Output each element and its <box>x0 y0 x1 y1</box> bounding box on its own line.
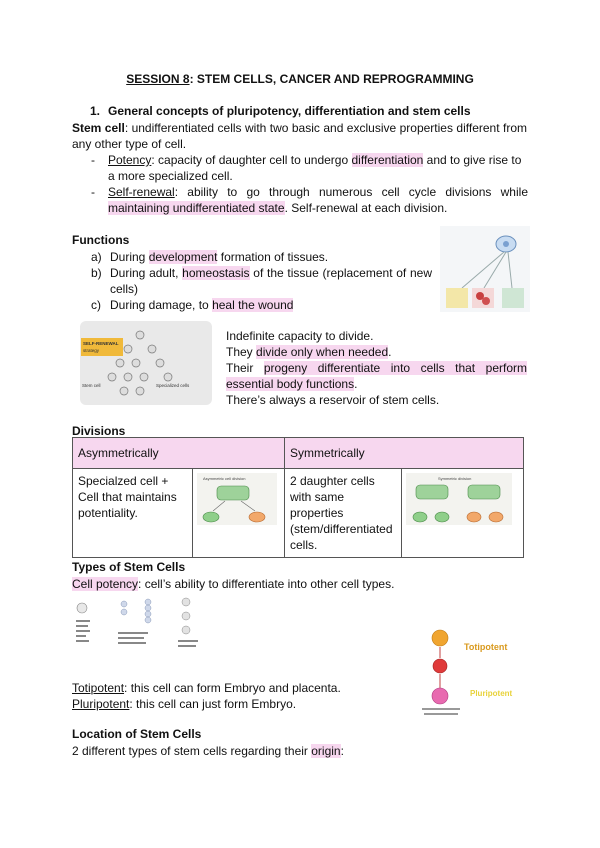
caption-line <box>76 620 90 622</box>
fig-totipotent-label: Totipotent <box>464 642 508 652</box>
potency-cell <box>145 605 151 611</box>
sym-daughter <box>489 512 503 522</box>
tree-cell <box>108 373 116 381</box>
location-hl: origin <box>311 744 341 758</box>
cell-potency-rest: : cell’s ability to differentiate into other cell types. <box>138 577 395 591</box>
tree-cell <box>140 373 148 381</box>
bullet-dash: - <box>91 153 95 167</box>
indef-l3 <box>226 360 527 392</box>
func-b-post: of the tissue (replacement of new cells) <box>110 266 433 296</box>
tree-cell <box>164 373 172 381</box>
sym-daughter <box>413 512 427 522</box>
asym-diff-daughter <box>249 512 265 522</box>
cell-potency-line <box>72 576 394 592</box>
self-renewal-label: SELF-RENEWAL <box>83 341 119 346</box>
stem-cell-def: : undifferentiated cells with two basic and exclusive properties different from any other type of cell. <box>72 121 527 151</box>
func-b-hl: homeostasis <box>182 266 250 280</box>
tree-cell <box>148 345 156 353</box>
stem-cell-definition <box>72 120 527 152</box>
fertilized-egg <box>432 630 448 646</box>
divisions-body-row <box>73 469 524 558</box>
divisions-heading: Divisions <box>72 424 126 438</box>
zygote-cell <box>77 603 87 613</box>
section1-heading: General concepts of pluripotency, differentiation and stem cells <box>108 104 471 118</box>
bullet-dash: - <box>91 185 95 199</box>
indef-l1: Indefinite capacity to divide. <box>226 329 374 343</box>
potency-cell <box>145 611 151 617</box>
tree-cell <box>124 345 132 353</box>
diff-cell <box>182 612 190 620</box>
caption-line <box>118 642 146 644</box>
title-rest: : STEM CELLS, CANCER AND REPROGRAMMING <box>189 72 474 86</box>
fig-pluripotent-label: Pluripotent <box>470 689 513 698</box>
sym-figure-title: Symmetric division <box>438 476 472 481</box>
functions-heading: Functions <box>72 233 130 247</box>
divisions-table <box>72 437 524 558</box>
asym-text: Specialzed cell + Cell that maintains potentiality. <box>73 469 193 558</box>
self-b: . Self-renewal at each division. <box>284 201 448 215</box>
potency-cell <box>145 617 151 623</box>
self-renewal-label-2: strategy <box>83 348 100 353</box>
func-c-label: c) <box>91 298 101 312</box>
diff-cell <box>182 626 190 634</box>
tree-right-label: Specialized cells <box>156 383 190 388</box>
page-title <box>0 72 600 86</box>
self-renewal-tree <box>80 321 212 405</box>
sym-parent-cell-2 <box>468 485 500 499</box>
location-heading: Location of Stem Cells <box>72 727 202 741</box>
func-c-hl: heal the wound <box>212 298 294 312</box>
func-a-hl: development <box>148 250 218 264</box>
func-c-pre: During damage, to <box>110 298 213 312</box>
caption-line <box>76 640 89 642</box>
muscle-tile <box>502 288 524 308</box>
sym-daughter <box>435 512 449 522</box>
tree-left-label: Stem cell <box>82 383 101 388</box>
caption-line <box>76 635 86 637</box>
self-a: : ability to go through numerous cell cycle divisions while <box>174 185 528 199</box>
location-text <box>72 743 344 759</box>
caption-line <box>76 630 90 632</box>
potency-cell <box>121 609 127 615</box>
sym-text: 2 daughter cells with same properties (stem/differentiated cells. <box>285 469 402 558</box>
title-session: SESSION 8 <box>126 72 190 86</box>
potency-cell <box>145 599 151 605</box>
func-a-label: a) <box>91 250 102 264</box>
func-b-pre: During adult, <box>110 266 183 280</box>
asym-stem-daughter <box>203 512 219 522</box>
indef-l3-hl: progeny differentiate into cells that perform essential body functions <box>226 361 527 391</box>
location-post: : <box>340 744 344 758</box>
tree-cell <box>156 359 164 367</box>
func-a-pre: During <box>110 250 149 264</box>
tree-cell <box>136 387 144 395</box>
totipotent-def: : this cell can form Embryo and placenta. <box>124 681 341 695</box>
section1-number: 1. <box>90 104 101 118</box>
divisions-header-row <box>73 438 524 469</box>
indef-l2-post: . <box>388 345 392 359</box>
asym-figure-title: Asymmetric cell division <box>203 476 246 481</box>
stem-cell-nucleus <box>503 241 509 247</box>
caption-line <box>118 632 148 634</box>
caption-line <box>76 625 88 627</box>
indef-l4: There’s always a reservoir of stem cells. <box>226 393 440 407</box>
blastocyst <box>432 688 448 704</box>
caption-line <box>422 708 460 710</box>
self-term: Self-renewal <box>108 185 175 199</box>
func-c <box>110 297 293 313</box>
diff-cell <box>182 598 190 606</box>
pluripotent-line <box>72 696 296 712</box>
indef-l2 <box>226 344 391 360</box>
potency-hl: differentiation <box>351 153 424 167</box>
functions-figure <box>440 226 530 312</box>
caption-line <box>178 645 196 647</box>
asym-figure <box>197 473 277 525</box>
indef-l3-post: . <box>354 377 358 391</box>
cell-potency-hl: Cell potency <box>72 577 139 591</box>
blood-cell <box>482 297 490 305</box>
indef-l2-pre: They <box>226 345 257 359</box>
sym-header: Symmetrically <box>285 438 524 469</box>
tree-cell <box>124 373 132 381</box>
func-a <box>110 249 328 265</box>
asym-header: Asymmetrically <box>73 438 285 469</box>
neuron-tile <box>446 288 468 308</box>
tree-cell <box>132 359 140 367</box>
types-heading: Types of Stem Cells <box>72 560 186 574</box>
caption-line <box>178 640 198 642</box>
asym-parent-cell <box>217 486 249 500</box>
potency-term: Potency <box>108 153 152 167</box>
potency-item <box>108 152 528 184</box>
sym-figure-cell <box>402 469 524 558</box>
potency-b: and to give rise to a more specialized cell. <box>108 153 522 183</box>
caption-line <box>118 637 144 639</box>
func-b <box>110 265 432 297</box>
self-renewal-item <box>108 184 528 216</box>
stem-cell-term: Stem cell <box>72 121 125 135</box>
totipotent-cell <box>433 659 447 673</box>
self-hl: maintaining undifferentiated state <box>108 201 285 215</box>
totipotent-line <box>72 680 341 696</box>
caption-line <box>424 713 458 715</box>
potency-cell <box>121 601 127 607</box>
potency-hierarchy-figure <box>74 596 214 652</box>
sym-daughter <box>467 512 481 522</box>
pluripotent-def: : this cell can just form Embryo. <box>129 697 297 711</box>
location-pre: 2 different types of stem cells regarding their <box>72 744 312 758</box>
pluripotent-term: Pluripotent <box>72 697 130 711</box>
func-b-label: b) <box>91 266 102 280</box>
potency-a: : capacity of daughter cell to undergo <box>151 153 352 167</box>
sym-parent-cell-1 <box>416 485 448 499</box>
func-a-post: formation of tissues. <box>217 250 329 264</box>
tree-cell <box>136 331 144 339</box>
asym-figure-cell <box>193 469 285 558</box>
indef-l3-pre: Their <box>226 361 264 375</box>
toti-pluri-figure <box>418 626 530 718</box>
sym-figure <box>406 473 512 525</box>
indef-l2-hl: divide only when needed <box>256 345 389 359</box>
tree-cell <box>120 387 128 395</box>
totipotent-term: Totipotent <box>72 681 125 695</box>
tree-cell <box>116 359 124 367</box>
